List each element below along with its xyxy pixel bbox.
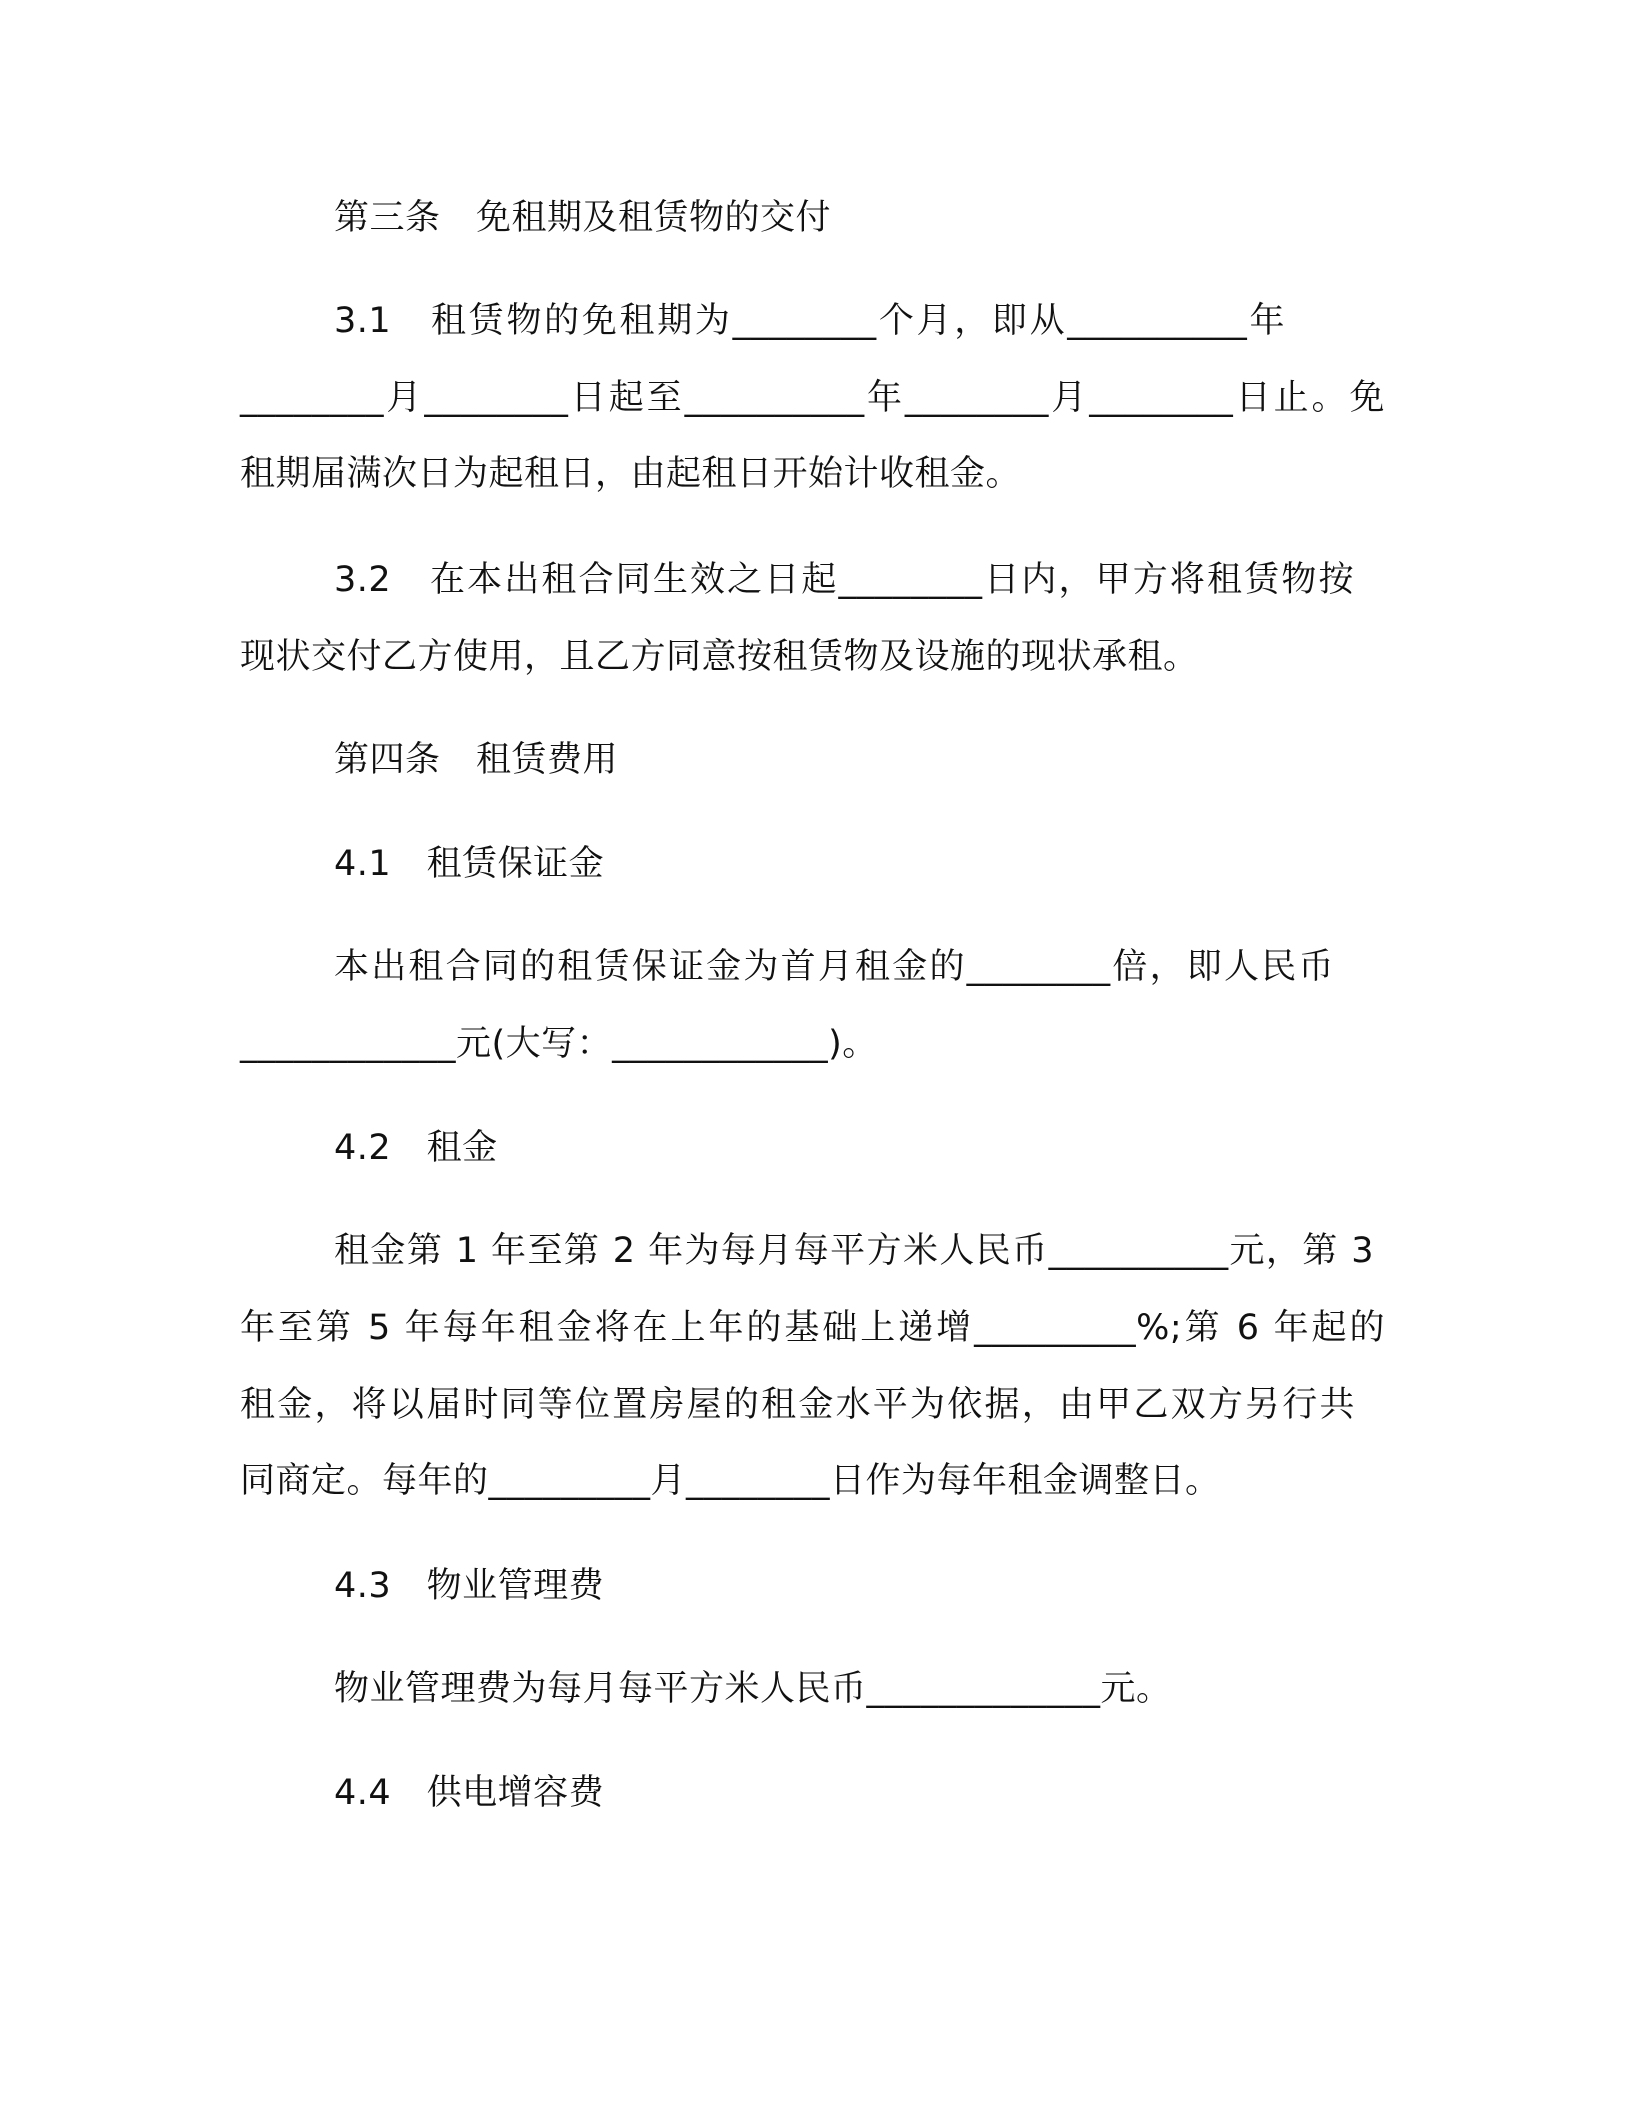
clause-4-4-heading: 4.4 供电增容费 [334, 1773, 605, 1813]
clause-4-2-line-4: 同商定。每年的_________月________日作为每年租金调整日。 [240, 1461, 1221, 1501]
article-4-heading: 第四条 租赁费用 [334, 740, 619, 780]
clause-4-3-heading: 4.3 物业管理费 [334, 1566, 605, 1606]
clause-4-2-line-3: 租金，将以届时同等位置房屋的租金水平为依据，由甲乙双方另行共 [240, 1385, 1355, 1425]
clause-3-1-line-3: 租期届满次日为起租日，由起租日开始计收租金。 [240, 454, 1022, 494]
clause-4-2-line-2: 年至第 5 年每年租金将在上年的基础上递增_________%;第 6 年起的 [240, 1308, 1385, 1348]
clause-3-1-line-1: 3.1 租赁物的免租期为________个月，即从__________年 [334, 301, 1285, 341]
clause-3-1-line-2: ________月________日起至__________年________月________日止。免 [240, 378, 1385, 418]
article-3-heading: 第三条 免租期及租赁物的交付 [334, 198, 832, 238]
clause-4-3-line-1: 物业管理费为每月每平方米人民币_____________元。 [334, 1669, 1172, 1709]
clause-4-2-heading: 4.2 租金 [334, 1128, 498, 1168]
clause-4-2-line-1: 租金第 1 年至第 2 年为每月每平方米人民币__________元，第 3 [334, 1231, 1374, 1271]
clause-4-1-line-1: 本出租合同的租赁保证金为首月租金的________倍，即人民币 [334, 947, 1334, 987]
clause-3-2-line-2: 现状交付乙方使用，且乙方同意按租赁物及设施的现状承租。 [240, 637, 1199, 677]
clause-3-2-line-1: 3.2 在本出租合同生效之日起________日内，甲方将租赁物按 [334, 560, 1354, 600]
clause-4-1-heading: 4.1 租赁保证金 [334, 844, 605, 884]
clause-4-1-line-2: ____________元(大写：____________)。 [240, 1024, 878, 1064]
